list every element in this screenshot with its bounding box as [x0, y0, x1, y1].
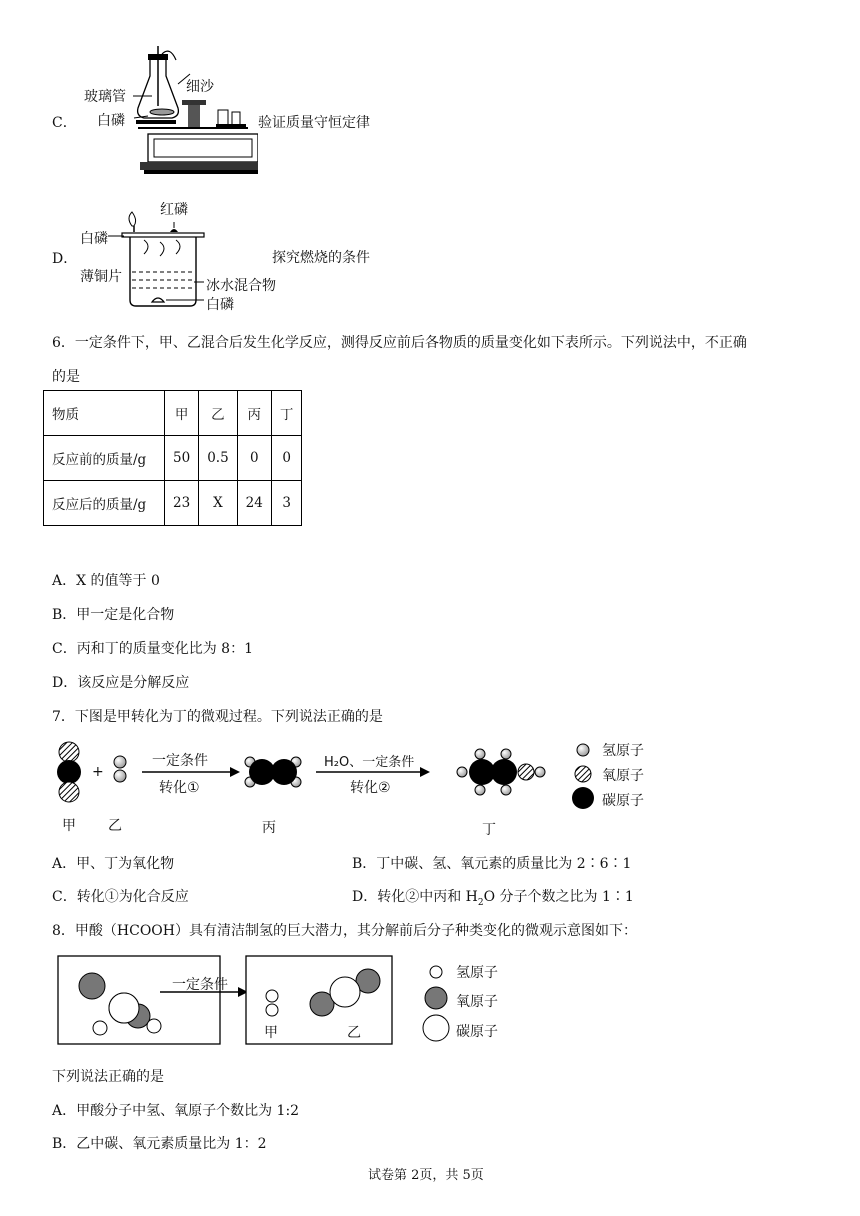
- table-cell: X: [199, 481, 237, 526]
- q7-legend-hydrogen: 氢原子: [602, 743, 644, 759]
- label-white-phosphorus-top: 白磷: [80, 231, 108, 247]
- table-row: [44, 436, 302, 481]
- table-cell: 0.5: [199, 436, 237, 481]
- q7-arrow1-bottom: 转化①: [159, 780, 200, 796]
- q7-option-d-pre: D．转化②中丙和 H: [352, 889, 478, 905]
- q7-option-c: C．转化①为化合反应: [52, 889, 189, 905]
- table-cell: 50: [165, 436, 199, 481]
- table-cell: 24: [237, 481, 271, 526]
- q6-option-d: D．该反应是分解反应: [52, 675, 190, 691]
- q8-option-a: A．甲酸分子中氢、氧原子个数比为 1:2: [52, 1103, 300, 1119]
- table-cell: 物质: [44, 391, 165, 436]
- q6-option-b: B．甲一定是化合物: [52, 607, 175, 623]
- q7-option-d-sub: 2: [477, 897, 484, 908]
- q7-legend-oxygen: 氧原子: [602, 768, 644, 784]
- label-fine-sand: 细沙: [186, 79, 214, 95]
- q7-option-b: B．丁中碳、氢、氧元素的质量比为 2∶6∶1: [352, 856, 632, 872]
- q6-option-a: A．X 的值等于 0: [52, 573, 160, 589]
- q7-arrow2-bottom: 转化②: [350, 780, 391, 796]
- q6-option-c: C．丙和丁的质量变化比为 8：1: [52, 641, 253, 657]
- q7-arrow2-top: H₂O、一定条件: [324, 755, 415, 770]
- table-cell: 丙: [237, 391, 271, 436]
- table-row: [44, 391, 302, 436]
- purpose-d: 探究燃烧的条件: [272, 250, 370, 266]
- q7-option-d-post: O 分子个数之比为 1∶1: [483, 889, 634, 905]
- q7-stem: 7．下图是甲转化为丁的微观过程。下列说法正确的是: [52, 709, 383, 725]
- q7-legend-carbon: 碳原子: [602, 793, 644, 809]
- q7-plus-sign: +: [92, 764, 104, 780]
- table-cell: 23: [165, 481, 199, 526]
- label-red-phosphorus: 红磷: [160, 202, 188, 218]
- q8-prompt: 下列说法正确的是: [52, 1069, 164, 1085]
- q8-label-yi: 乙: [347, 1025, 361, 1041]
- table-row: [44, 481, 302, 526]
- purpose-c: 验证质量守恒定律: [258, 115, 370, 131]
- q8-legend-carbon: 碳原子: [456, 1024, 498, 1040]
- q6-stem-line1: 6．一定条件下，甲、乙混合后发生化学反应，测得反应前后各物质的质量变化如下表所示。下列说法中，不正确: [52, 335, 747, 351]
- page-footer: 试卷第 2页，共 5页: [368, 1168, 484, 1183]
- q7-arrow1-top: 一定条件: [152, 753, 208, 769]
- label-copper-sheet: 薄铜片: [80, 269, 122, 285]
- q7-label-yi: 乙: [108, 818, 122, 834]
- q7-option-a: A．甲、丁为氧化物: [52, 856, 175, 872]
- table-cell: 0: [271, 436, 302, 481]
- table-cell: 反应后的质量/g: [44, 481, 165, 526]
- q6-stem-line2: 的是: [52, 369, 80, 385]
- table-cell: 反应前的质量/g: [44, 436, 165, 481]
- mass-table: [43, 390, 302, 526]
- table-cell: 乙: [199, 391, 237, 436]
- label-glass-tube: 玻璃管: [84, 89, 126, 105]
- q7-option-d: [352, 886, 634, 908]
- option-c-label: C．: [52, 115, 77, 131]
- table-cell: 甲: [165, 391, 199, 436]
- q8-label-jia: 甲: [264, 1025, 278, 1041]
- option-d-label: D．: [52, 251, 78, 267]
- q7-label-jia: 甲: [62, 818, 76, 834]
- q8-legend-oxygen: 氧原子: [456, 994, 498, 1010]
- label-ice-water: 冰水混合物: [206, 278, 276, 294]
- q8-arrow-label: 一定条件: [172, 977, 228, 993]
- q7-label-ding: 丁: [482, 822, 496, 838]
- q8-stem: 8．甲酸（HCOOH）具有清洁制氢的巨大潜力，其分解前后分子种类变化的微观示意图如下：: [52, 923, 637, 939]
- q8-legend-hydrogen: 氢原子: [456, 965, 498, 981]
- label-white-phosphorus: 白磷: [97, 113, 125, 129]
- q8-molecular-diagram: [56, 954, 516, 1050]
- table-cell: 0: [237, 436, 271, 481]
- label-white-phosphorus-bottom: 白磷: [206, 297, 234, 313]
- q8-option-b: B．乙中碳、氧元素质量比为 1：2: [52, 1136, 267, 1152]
- table-cell: 丁: [271, 391, 302, 436]
- q7-label-bing: 丙: [262, 820, 276, 836]
- table-cell: 3: [271, 481, 302, 526]
